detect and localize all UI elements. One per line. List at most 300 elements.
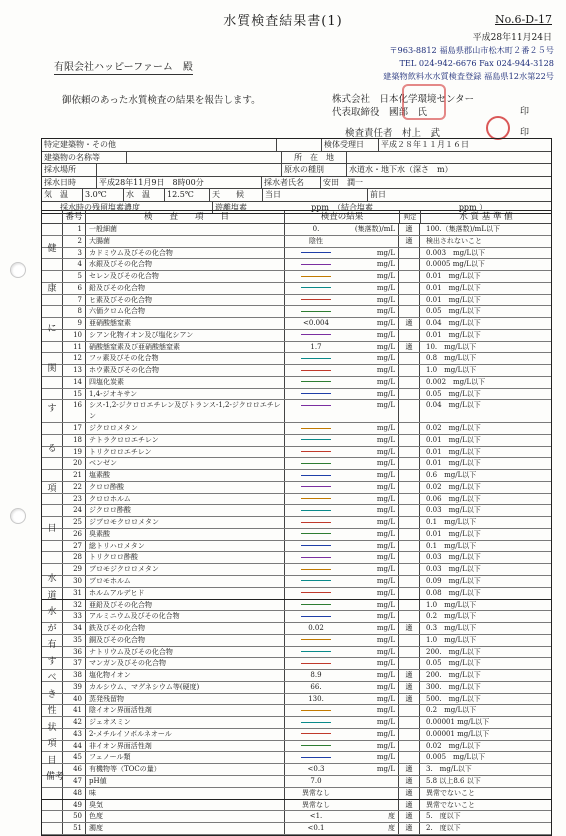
category-cell <box>42 259 63 270</box>
result-row <box>42 588 551 600</box>
water-temp-label: 水 温 <box>124 189 165 201</box>
item-number: 48 <box>63 788 86 799</box>
item-name: クロロホルム <box>86 494 285 505</box>
judgement <box>399 482 420 493</box>
result-value <box>285 400 347 422</box>
category-char: 水 <box>47 574 57 584</box>
result-unit: mg/L <box>347 541 399 552</box>
received-date: 平成２８年１１月１６日 <box>381 140 469 149</box>
result-row <box>42 694 551 706</box>
result-value <box>285 259 347 270</box>
standard-value: 0.01 mg/L以下 <box>426 447 481 456</box>
standard-value: 10. mg/L以下 <box>426 342 477 351</box>
category-char: べ <box>47 673 57 683</box>
item-number: 18 <box>63 435 86 446</box>
result-unit: mg/L <box>347 248 399 259</box>
item-number: 8 <box>63 306 86 317</box>
category-cell <box>42 552 63 563</box>
result-value: 8.9 <box>310 671 322 680</box>
not-tested-dash <box>301 370 331 371</box>
result-row <box>42 259 551 271</box>
result-value <box>285 517 347 528</box>
representative: 代表取締役 國部 氏 <box>332 107 428 118</box>
result-value <box>285 576 347 587</box>
item-name: 鉄及びその化合物 <box>86 623 285 634</box>
category-char: 健 <box>47 244 57 254</box>
result-unit: mg/L <box>347 494 399 505</box>
judgement: 適 <box>399 788 420 799</box>
standard-value: 3. mg/L以下 <box>426 765 472 774</box>
result-value <box>285 494 347 505</box>
judgement <box>399 564 420 575</box>
inspector: 検査責任者 村上 武 <box>345 128 441 139</box>
result-row <box>42 541 551 553</box>
result-value <box>285 306 347 317</box>
header-item: 検 査 項 目 <box>86 211 285 223</box>
judgement: 適 <box>399 623 420 634</box>
result-row <box>42 342 551 354</box>
result-unit: mg/L <box>347 741 399 752</box>
result-value: 陰性 <box>309 236 323 245</box>
result-value <box>285 447 347 458</box>
result-value <box>285 647 347 658</box>
item-number: 2 <box>63 236 86 247</box>
result-value <box>285 435 347 446</box>
judgement <box>399 541 420 552</box>
header-standard: 水 質 基 準 値 <box>459 212 513 222</box>
judgement: 適 <box>399 670 420 681</box>
not-tested-dash <box>301 745 331 746</box>
result-value: 66. <box>310 682 322 691</box>
item-number: 15 <box>63 389 86 400</box>
result-unit: mg/L <box>347 505 399 516</box>
result-unit: mg/L <box>347 623 399 634</box>
item-name: 塩化物イオン <box>86 670 285 681</box>
result-row <box>42 658 551 670</box>
judgement <box>399 647 420 658</box>
standard-value: 200. mg/L以下 <box>426 647 481 656</box>
result-unit: mg/L <box>347 564 399 575</box>
result-value <box>285 295 347 306</box>
judgement <box>399 600 420 611</box>
item-name: フッ素及びその化合物 <box>86 353 285 364</box>
judgement <box>399 611 420 622</box>
result-unit: mg/L <box>347 729 399 740</box>
item-name: 有機物等（TOCの量） <box>86 764 285 775</box>
item-number: 44 <box>63 741 86 752</box>
not-tested-dash <box>301 381 331 382</box>
category-cell <box>42 505 63 516</box>
result-unit: mg/L <box>347 552 399 563</box>
standard-value: 5.8 以上8.6 以下 <box>426 777 481 785</box>
item-number: 10 <box>63 330 86 341</box>
not-tested-dash <box>301 264 331 265</box>
judgement <box>399 389 420 400</box>
result-row <box>42 435 551 447</box>
result-value <box>285 529 347 540</box>
item-number: 19 <box>63 447 86 458</box>
item-name: カドミウム及びその化合物 <box>86 248 285 259</box>
result-value <box>285 248 347 259</box>
item-number: 22 <box>63 482 86 493</box>
result-unit: mg/L <box>347 318 399 329</box>
category-cell <box>42 800 63 811</box>
standard-value: 0.02 mg/L以下 <box>426 482 481 491</box>
item-number: 21 <box>63 470 86 481</box>
result-row <box>42 741 551 753</box>
not-tested-dash <box>301 545 331 546</box>
result-row <box>42 306 551 318</box>
result-value <box>285 717 347 728</box>
result-value <box>285 458 347 469</box>
item-number: 40 <box>63 694 86 705</box>
standard-value: 0.8 mg/L以下 <box>426 354 477 363</box>
result-value <box>285 729 347 740</box>
item-number: 50 <box>63 811 86 822</box>
result-row <box>42 729 551 741</box>
result-value <box>285 658 347 669</box>
result-row <box>42 670 551 682</box>
standard-value: 100.（集落数)/mL以下 <box>426 225 500 233</box>
result-value <box>285 283 347 294</box>
result-unit: mg/L <box>347 600 399 611</box>
water-temp-value: 12.5℃ <box>165 189 210 201</box>
not-tested-dash <box>301 533 331 534</box>
result-row <box>42 283 551 295</box>
result-unit: mg/L <box>347 389 399 400</box>
not-tested-dash <box>301 604 331 605</box>
item-name: アルミニウム及びその化合物 <box>86 611 285 622</box>
standard-value: 検出されないこと <box>426 236 482 245</box>
header-no: 番号 <box>63 211 86 223</box>
result-row <box>42 377 551 389</box>
result-unit: mg/L <box>347 529 399 540</box>
judgement <box>399 470 420 481</box>
combined-chlorine-unit: ppm ） <box>458 202 488 212</box>
judgement <box>399 377 420 388</box>
item-number: 38 <box>63 670 86 681</box>
result-value <box>285 564 347 575</box>
item-name: 六価クロム化合物 <box>86 306 285 317</box>
item-name: 大腸菌 <box>86 236 285 247</box>
item-number: 35 <box>63 635 86 646</box>
category-char: 水 <box>47 607 57 617</box>
result-unit: mg/L <box>347 611 399 622</box>
standard-value: 0.02 mg/L以下 <box>426 424 481 433</box>
company-seal <box>402 84 446 120</box>
weather-label: 天 候 <box>210 189 263 201</box>
judgement: 適 <box>399 776 420 787</box>
category-char: に <box>47 324 57 334</box>
item-number: 51 <box>63 823 86 834</box>
document-title: 水質検査結果書(1) <box>223 14 343 29</box>
item-number: 13 <box>63 365 86 376</box>
result-value <box>285 470 347 481</box>
location-label: 所 在 地 <box>282 152 347 164</box>
not-tested-dash <box>301 580 331 581</box>
judgement <box>399 517 420 528</box>
category-cell <box>42 377 63 388</box>
result-unit: mg/L <box>347 635 399 646</box>
standard-value: 0.1 mg/L以下 <box>426 541 477 550</box>
judgement <box>399 330 420 341</box>
judgement <box>399 552 420 563</box>
item-number: 32 <box>63 600 86 611</box>
item-number: 14 <box>63 377 86 388</box>
weather-prev: 前日 <box>370 190 386 199</box>
result-value: <0.3 <box>307 765 325 774</box>
result-unit: mg/L <box>347 306 399 317</box>
received-label: 検体受理日 <box>322 139 379 151</box>
item-number: 47 <box>63 776 86 787</box>
standard-value: 0.2 mg/L以下 <box>426 706 477 715</box>
standard-value: 0.1 mg/L以下 <box>426 518 477 527</box>
item-name: ヒ素及びその化合物 <box>86 295 285 306</box>
result-row <box>42 823 551 835</box>
item-number: 12 <box>63 353 86 364</box>
item-name: pH値 <box>86 776 285 787</box>
inspector-seal-mark: 印 <box>520 128 530 138</box>
result-value: 0.02 <box>308 624 324 633</box>
intro-text: 御依頼のあった水質検査の結果を報告します。 <box>62 95 261 106</box>
item-name: ジクロロメタン <box>86 423 285 434</box>
result-unit: (集落数)/mL <box>347 224 399 235</box>
item-name: ナトリウム及びその化合物 <box>86 647 285 658</box>
judgement: 適 <box>399 764 420 775</box>
result-row <box>42 811 551 823</box>
not-tested-dash <box>301 311 331 312</box>
item-name: ジブロモクロロメタン <box>86 517 285 528</box>
item-number: 23 <box>63 494 86 505</box>
item-name: 一般細菌 <box>86 224 285 235</box>
item-number: 5 <box>63 271 86 282</box>
item-number: 6 <box>63 283 86 294</box>
standard-value: 異常でないこと <box>426 788 475 797</box>
standard-value: 0.002 mg/L以下 <box>426 377 486 386</box>
result-value <box>285 552 347 563</box>
not-tested-dash <box>301 428 331 429</box>
standard-value: 0.03 mg/L以下 <box>426 553 481 562</box>
judgement <box>399 259 420 270</box>
result-unit: mg/L <box>347 588 399 599</box>
item-number: 41 <box>63 705 86 716</box>
judgement: 適 <box>399 342 420 353</box>
not-tested-dash <box>301 334 331 335</box>
standard-value: 0.01 mg/L以下 <box>426 272 481 281</box>
result-row <box>42 529 551 541</box>
result-row <box>42 517 551 529</box>
category-cell <box>42 342 63 353</box>
not-tested-dash <box>301 757 331 758</box>
standard-value: 0.00001 mg/L以下 <box>426 729 490 738</box>
result-value: <0.1 <box>307 824 325 833</box>
judgement <box>399 423 420 434</box>
category-cell <box>42 541 63 552</box>
free-chlorine-label: 遊離塩素 <box>215 202 247 212</box>
result-unit: mg/L <box>347 682 399 693</box>
result-unit: mg/L <box>347 271 399 282</box>
not-tested-dash <box>301 276 331 277</box>
category-char: 性 <box>47 706 57 716</box>
not-tested-dash <box>301 510 331 511</box>
remarks-label: 備考 <box>46 772 65 782</box>
result-unit: mg/L <box>347 259 399 270</box>
standard-value: 0.0005 mg/L以下 <box>426 260 485 269</box>
judgement <box>399 494 420 505</box>
item-number: 34 <box>63 623 86 634</box>
not-tested-dash <box>301 722 331 723</box>
result-row <box>42 482 551 494</box>
item-number: 20 <box>63 458 86 469</box>
punch-hole-bottom <box>10 508 26 524</box>
item-name: 亜硝酸態窒素 <box>86 318 285 329</box>
judgement <box>399 295 420 306</box>
category-cell <box>42 389 63 400</box>
judgement <box>399 729 420 740</box>
result-row <box>42 295 551 307</box>
result-value <box>285 482 347 493</box>
result-row <box>42 236 551 248</box>
standard-value: 5. 度以下 <box>426 812 461 821</box>
standard-value: 0.06 mg/L以下 <box>426 494 481 503</box>
result-unit: mg/L <box>347 458 399 469</box>
standard-value: 300. mg/L以下 <box>426 682 481 691</box>
standard-value: 0.01 mg/L以下 <box>426 283 481 292</box>
address-line: 〒963-8812 福島県郡山市松木町２番２５号 <box>389 45 554 55</box>
result-row <box>42 717 551 729</box>
item-name: ベンゼン <box>86 458 285 469</box>
standard-value: 0.05 mg/L以下 <box>426 389 481 398</box>
item-name: クロロ酢酸 <box>86 482 285 493</box>
item-name: 総トリハロメタン <box>86 541 285 552</box>
item-name: 四塩化炭素 <box>86 377 285 388</box>
item-name: 色度 <box>86 811 285 822</box>
judgement <box>399 353 420 364</box>
item-number: 33 <box>63 611 86 622</box>
item-name: シアン化物イオン及び塩化シアン <box>86 330 285 341</box>
item-name: 1,4-ジオキサン <box>86 389 285 400</box>
judgement <box>399 752 420 763</box>
standard-value: 0.01 mg/L以下 <box>426 459 481 468</box>
not-tested-dash <box>301 639 331 640</box>
item-name: 陰イオン界面活性剤 <box>86 705 285 716</box>
standard-value: 2. 度以下 <box>426 824 461 833</box>
result-row <box>42 365 551 377</box>
temp-label: 気 温 <box>42 189 83 201</box>
result-value <box>285 389 347 400</box>
standard-value: 0.6 mg/L以下 <box>426 471 477 480</box>
result-unit: mg/L <box>347 295 399 306</box>
item-name: セレン及びその化合物 <box>86 271 285 282</box>
result-row <box>42 505 551 517</box>
item-name: フェノール類 <box>86 752 285 763</box>
judgement <box>399 635 420 646</box>
result-unit: mg/L <box>347 764 399 775</box>
judgement <box>399 447 420 458</box>
not-tested-dash <box>301 733 331 734</box>
result-value <box>285 353 347 364</box>
result-unit: mg/L <box>347 658 399 669</box>
standard-value: 0.04 mg/L以下 <box>426 401 481 410</box>
sampling-date-label: 採水日時 <box>42 177 97 189</box>
judgement: 適 <box>399 811 420 822</box>
standard-value: 0.003 mg/L以下 <box>426 248 486 257</box>
result-unit: mg/L <box>347 342 399 353</box>
result-unit: mg/L <box>347 400 399 422</box>
result-value: <0.004 <box>303 319 329 328</box>
item-name: 臭気 <box>86 800 285 811</box>
result-unit: mg/L <box>347 717 399 728</box>
punch-hole-top <box>10 262 26 278</box>
result-value <box>285 423 347 434</box>
result-unit: mg/L <box>347 517 399 528</box>
judgement <box>399 248 420 259</box>
standard-value: 1.0 mg/L以下 <box>426 366 477 375</box>
phone-line: TEL 024-942-6676 Fax 024-944-3128 <box>399 58 554 68</box>
standard-value: 0.03 mg/L以下 <box>426 565 481 574</box>
not-tested-dash <box>301 569 331 570</box>
item-number: 9 <box>63 318 86 329</box>
standard-value: 0.01 mg/L以下 <box>426 295 481 304</box>
item-number: 7 <box>63 295 86 306</box>
judgement <box>399 400 420 422</box>
results-header <box>42 211 551 224</box>
item-name: 濁度 <box>86 823 285 834</box>
result-unit: 度 <box>347 823 399 834</box>
judgement <box>399 576 420 587</box>
results-table <box>41 210 552 836</box>
not-tested-dash <box>301 405 331 406</box>
result-row <box>42 623 551 635</box>
result-value <box>285 505 347 516</box>
result-unit: mg/L <box>347 670 399 681</box>
category-char: き <box>47 689 57 700</box>
not-tested-dash <box>301 557 331 558</box>
item-number: 28 <box>63 552 86 563</box>
category-cell <box>42 494 63 505</box>
item-name: マンガン及びその化合物 <box>86 658 285 669</box>
standard-value: 0.01 mg/L以下 <box>426 330 481 339</box>
result-row <box>42 353 551 365</box>
result-value <box>285 635 347 646</box>
item-number: 49 <box>63 800 86 811</box>
judgement <box>399 435 420 446</box>
result-unit: 度 <box>347 811 399 822</box>
result-value <box>285 600 347 611</box>
judgement <box>399 588 420 599</box>
header-result: 検査の結果 <box>285 211 400 223</box>
judgement: 適 <box>399 694 420 705</box>
result-value <box>285 330 347 341</box>
category-cell <box>42 423 63 434</box>
standard-value: 0.02 mg/L以下 <box>426 741 481 750</box>
item-name: 非イオン界面活性剤 <box>86 741 285 752</box>
item-name: 水銀及びその化合物 <box>86 259 285 270</box>
judgement: 適 <box>399 318 420 329</box>
category-cell <box>42 306 63 317</box>
weather-today: 当日 <box>263 189 368 201</box>
judgement: 適 <box>399 800 420 811</box>
item-number: 46 <box>63 764 86 775</box>
judgement: 適 <box>399 224 420 235</box>
item-name: 硝酸態窒素及び亜硝酸態窒素 <box>86 342 285 353</box>
item-number: 39 <box>63 682 86 693</box>
standard-value: 1.0 mg/L以下 <box>426 635 477 644</box>
standard-value: 0.05 mg/L以下 <box>426 307 481 316</box>
result-value <box>285 705 347 716</box>
judgement <box>399 271 420 282</box>
category-char: 関 <box>47 364 57 374</box>
